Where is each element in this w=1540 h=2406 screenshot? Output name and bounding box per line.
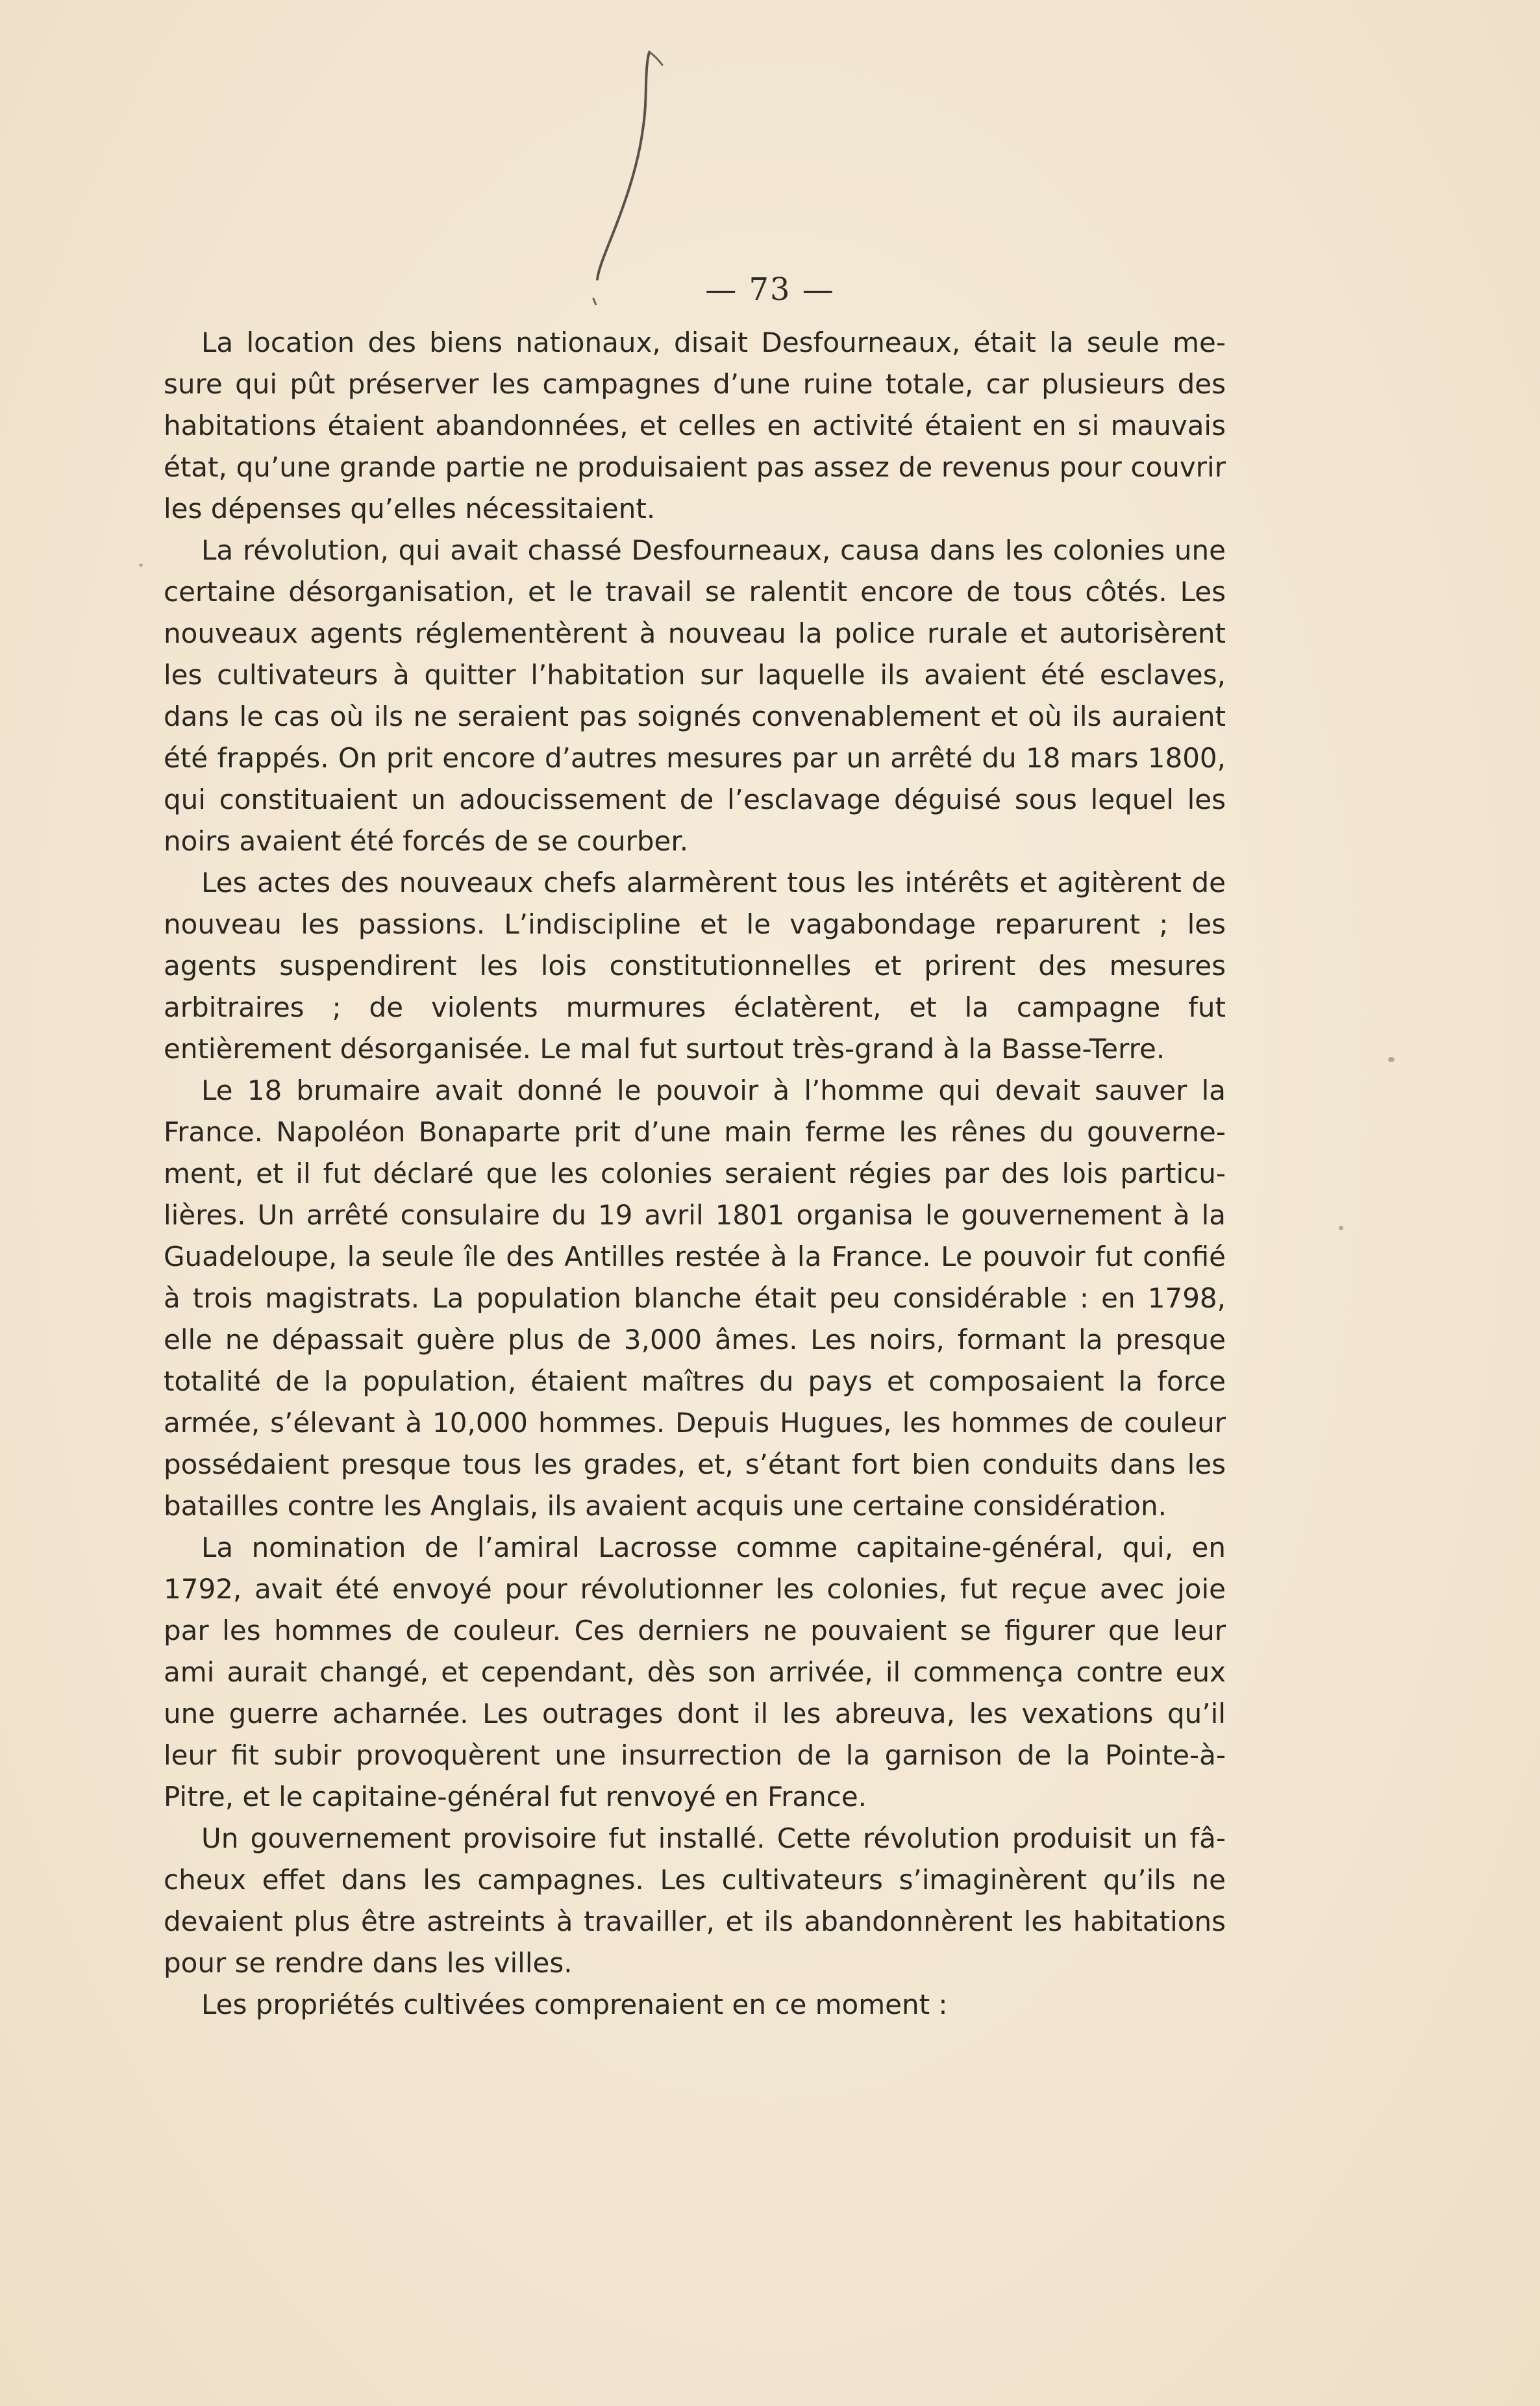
page-number: — 73 — [705,271,835,308]
paragraph-7: Les propriétés cultivées comprenaient en ce moment : [201,1989,948,2020]
paper-speck [1388,1057,1395,1062]
paragraph-4: Le 18 brumaire avait donné le pouvoir à l’homme qui devait sauver la France. Napoléon Bonaparte prit d’une main ferme les rênes du gouvernement, et il fut déclaré que les colonies seraient régies par des lois particulières. Un arrêté consulaire du 19 avril 1801 organisa le gouvernement à la Guadeloupe, la seule île des Antilles restée à la France. Le pouvoir fut confié à trois magistrats. La population blanche était peu considérable : en 1798, elle ne dépassait guère plus de 3,000 âmes. Les noirs, formant la presque totalité de la population, étaient maîtres du pays et composaient la force armée, s’élevant à 10,000 hommes. Depuis Hugues, les hommes de couleur possédaient presque tous les grades, et, s’étant fort bien conduits dans les batailles contre les Anglais, ils avaient acquis une certaine considération. [164,1074,1226,1522]
paragraph-6: Un gouvernement provisoire fut installé. Cette révolution produisit un fâcheux effet dans les campagnes. Les cultivateurs s’imaginèrent qu’ils ne devaient plus être astreints à travailler, et ils abandonnèrent les habitations pour se rendre dans les villes. [164,1822,1226,1979]
paragraph-3: Les actes des nouveaux chefs alarmèrent tous les intérêts et agitèrent de nouveau les passions. L’indiscipline et le vagabondage reparurent ; les agents suspendirent les lois constitutionnelles et prirent des mesures arbitraires ; de violents murmures éclatèrent, et la campagne fut entièrement désorganisée. Le mal fut surtout très-grand à la Basse-Terre. [164,867,1226,1065]
body-text [164,322,1226,2026]
paragraph-1: La location des biens nationaux, disait Desfourneaux, était la seule mesure qui pût préserver les campagnes d’une ruine totale, car plusieurs des habitations étaient abandonnées, et celles en activité étaient en si mauvais état, qu’une grande partie ne produisaient pas assez de revenus pour couvrir les dépenses qu’elles nécessitaient. [164,327,1226,525]
paper-speck [1339,1226,1343,1230]
paragraph-2: La révolution, qui avait chassé Desfourneaux, causa dans les colonies une certaine désorganisation, et le travail se ralentit encore de tous côtés. Les nouveaux agents réglementèrent à nouveau la police rurale et autorisèrent les cultivateurs à quitter l’habitation sur laquelle ils avaient été esclaves, dans le cas où ils ne seraient pas soignés convenablement et où ils auraient été frappés. On prit encore d’autres mesures par un arrêté du 18 mars 1800, qui constituaient un adoucissement de l’esclavage déguisé sous lequel les noirs avaient été forcés de se courber. [164,534,1226,857]
pencil-annotation-mark [571,45,675,305]
paragraph-5: La nomination de l’amiral Lacrosse comme capitaine-général, qui, en 1792, avait été envoyé pour révolutionner les colonies, fut reçue avec joie par les hommes de couleur. Ces derniers ne pouvaient se figurer que leur ami aurait changé, et cependant, dès son arrivée, il commença contre eux une guerre acharnée. Les outrages dont il les abreuva, les vexations qu’il leur fit subir provoquèrent une insurrection de la garnison de la Pointe-à-Pitre, et le capitaine-général fut renvoyé en France. [164,1532,1226,1813]
paper-speck [139,564,143,567]
